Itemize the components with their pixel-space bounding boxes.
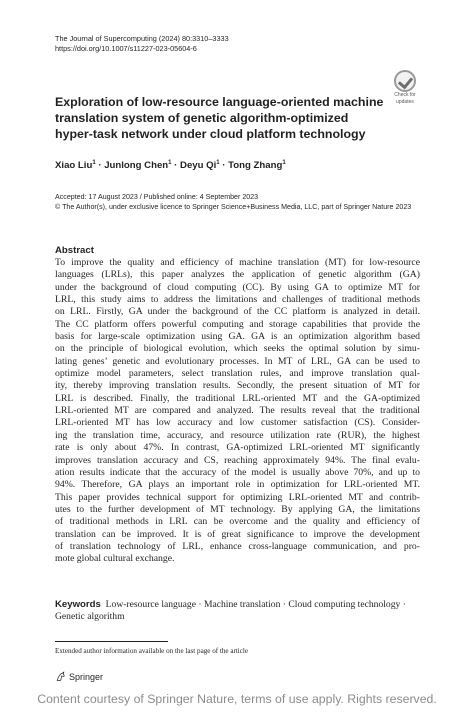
abstract-line: on LRL. Firstly, GA under the background of the CC platform is analyzed in detail.	[55, 306, 420, 318]
author-affiliation-marker: 1	[168, 160, 172, 166]
author-name[interactable]: Xiao Liu	[55, 160, 93, 171]
abstract-line: ity, thereby improving translation results. Secondly, the present situation of MT for	[55, 380, 420, 392]
abstract-line: 94%. Therefore, GA plays an important role in optimization for LRL-oriented MT.	[55, 479, 420, 491]
abstract-line: lating genes’ genetic and evolutionary processes. In MT of LRL, GA can be used to	[55, 355, 420, 367]
journal-header	[55, 34, 229, 54]
abstract-line: This paper provides technical support for optimizing LRL-oriented MT and contrib-	[55, 491, 420, 503]
author-affiliation-marker: 1	[282, 160, 286, 166]
abstract-line: LRL-oriented MT are compared and analyzed. The results reveal that the traditional	[55, 405, 420, 417]
author-name[interactable]: Deyu Qi	[180, 160, 217, 171]
abstract-line: mote global cultural exchange.	[55, 553, 175, 565]
author-separator: ·	[219, 160, 229, 171]
publisher-logo	[55, 671, 103, 682]
footnote-divider	[55, 641, 168, 642]
abstract-line: of translation technology of LRL, enhance cross-language communication, and pro-	[55, 540, 420, 552]
abstract-line: optimize model parameters, select translation rules, and improve translation qual-	[55, 368, 420, 380]
author-affiliation-marker: 1	[216, 160, 220, 166]
abstract-line: ing the translation time, accuracy, and resource utilization rate (RUR), the highest	[55, 429, 420, 441]
journal-citation: The Journal of Supercomputing (2024) 80:3310–3333	[55, 34, 229, 43]
footnote: Extended author information available on the last page of the article	[55, 647, 249, 655]
abstract-line: under the background of cloud computing (CC). By using GA to optimize MT for	[55, 281, 420, 293]
abstract-line: ation results indicate that the accuracy of the model is usually above 70%, and up to	[55, 466, 420, 478]
abstract-line: on the principle of biological evolution, which seeks the optimal solution by simu-	[55, 343, 420, 355]
check-for-updates-badge[interactable]	[389, 70, 421, 105]
abstract-line: languages (LRLs), this paper analyzes the application of genetic algorithm (GA)	[55, 269, 420, 281]
abstract-line: LRL-oriented MT has low accuracy and low customer satisfaction (CS). Consider-	[55, 417, 420, 429]
author-name[interactable]: Tong Zhang	[228, 160, 283, 171]
copyright: © The Author(s), under exclusive licence to Springer Science+Business Media, LLC, part of Springer Nature 2023	[55, 202, 412, 211]
keywords	[55, 599, 420, 624]
abstract-line: To improve the quality and efficiency of machine translation (MT) for low-resource	[55, 257, 420, 268]
springer-horse-icon	[55, 671, 66, 682]
abstract-heading: Abstract	[55, 245, 94, 256]
abstract-line: LRL is described. Finally, the traditional LRL-oriented MT and the GA-optimized	[55, 392, 420, 404]
doi-link[interactable]: https://doi.org/10.1007/s11227-023-05604-6	[55, 44, 197, 53]
author-affiliation-marker: 1	[92, 160, 96, 166]
author-separator: ·	[95, 160, 105, 171]
author-list	[55, 160, 286, 171]
author-separator: ·	[171, 160, 181, 171]
abstract-body	[55, 257, 420, 566]
keywords-label: Keywords	[55, 599, 101, 610]
dates: Accepted: 17 August 2023 / Published online: 4 September 2023	[55, 193, 259, 201]
article-meta	[55, 193, 435, 212]
courtesy-notice: Content courtesy of Springer Nature, terms of use apply. Rights reserved.	[37, 692, 437, 706]
abstract-line: rate is only about 47%. In contrast, GA-optimized LRL-oriented MT significantly	[55, 442, 420, 454]
publisher-name: Springer	[69, 671, 104, 682]
abstract-line: utes to the further development of MT technology. By applying GA, the limitations	[55, 503, 420, 515]
badge-label-2: updates	[396, 98, 414, 105]
badge-label-1: Check for	[394, 92, 416, 98]
article-title: Exploration of low-resource language-oriented machine translation system of genetic algorithm-optimized hyper-task network under cloud platform technology	[55, 95, 384, 141]
abstract-line: translation can be improved. It is of great significance to improve the development	[55, 528, 420, 540]
check-for-updates-icon	[394, 70, 416, 92]
abstract-line: improves translation accuracy and CS, reaching approximately 94%. The final evalu-	[55, 454, 420, 466]
author-name[interactable]: Junlong Chen	[104, 160, 169, 171]
keywords-text: Low-resource language · Machine translation · Cloud computing technology · Genetic algorithm	[55, 599, 406, 623]
abstract-line: LRL, this study aims to address the limitations and challenges of traditional methods	[55, 294, 420, 306]
abstract-line: of traditional methods in LRL can be overcome and the quality and efficiency of	[55, 516, 420, 528]
abstract-line: basis for large-scale optimization using GA. GA is an optimization algorithm based	[55, 331, 420, 343]
abstract-line: The CC platform offers powerful computing and storage capabilities that provide the	[55, 318, 420, 330]
